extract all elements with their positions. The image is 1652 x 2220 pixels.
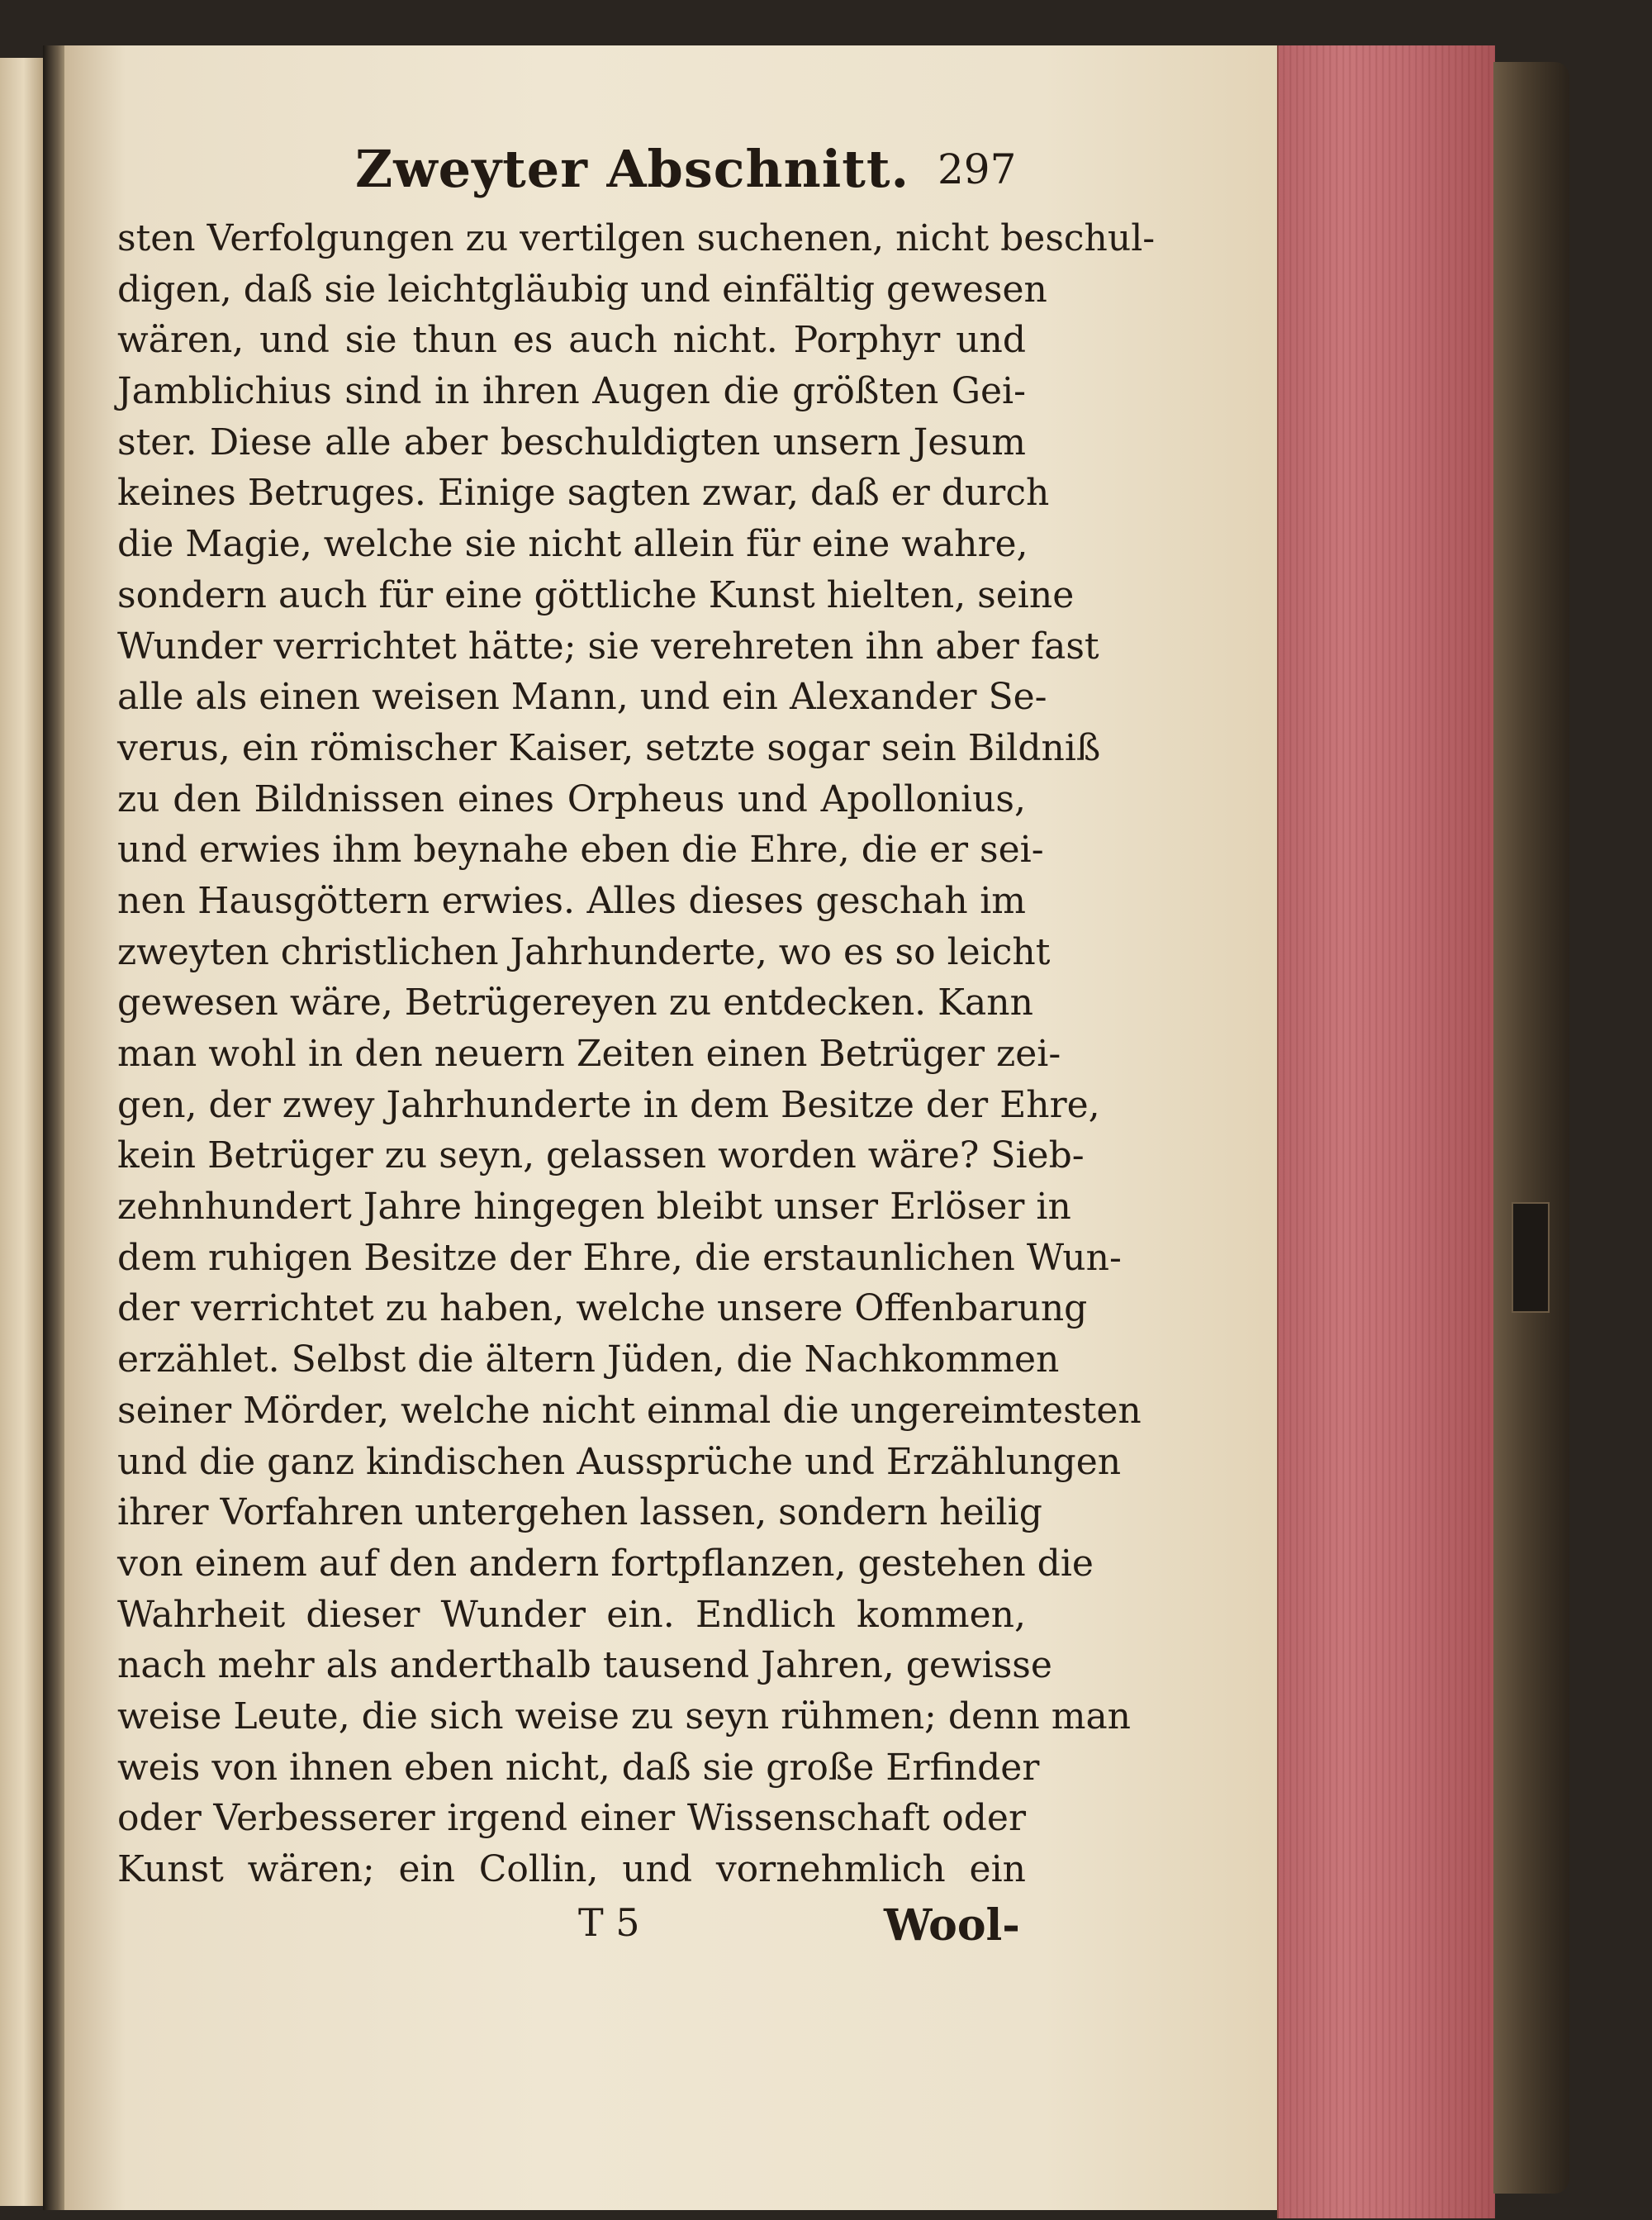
text-line: erzählet. Selbst die ältern Jüden, die Nachkommen <box>117 1338 1060 1381</box>
text-line: wären, und sie thun es auch nicht. Porphyr und <box>117 319 1026 362</box>
text-line: nach mehr als anderthalb tausend Jahren, gewisse <box>117 1644 1052 1687</box>
text-line: von einem auf den andern fortpflanzen, gestehen die <box>117 1542 1094 1585</box>
red-page-edges <box>1277 45 1495 2218</box>
text-line: alle als einen weisen Mann, und ein Alexander Se- <box>117 676 1047 719</box>
text-line: sondern auch für eine göttliche Kunst hielten, seine <box>117 573 1075 616</box>
previous-page-edge <box>0 58 45 2206</box>
text-line: und erwies ihm beynahe eben die Ehre, die er sei- <box>117 829 1044 872</box>
text-line: man wohl in den neuern Zeiten einen Betrüger zei- <box>117 1033 1061 1075</box>
text-line: Wahrheit dieser Wunder ein. Endlich kommen, <box>117 1593 1026 1636</box>
cover-clasp <box>1512 1202 1550 1313</box>
text-line: oder Verbesserer irgend einer Wissenschaft oder <box>117 1797 1026 1840</box>
text-line: nen Hausgöttern erwies. Alles dieses geschah im <box>117 879 1026 922</box>
text-line: und die ganz kindischen Aussprüche und Erzählungen <box>117 1440 1122 1483</box>
text-line: ster. Diese alle aber beschuldigten unsern Jesum <box>117 421 1026 463</box>
text-line: keines Betruges. Einige sagten zwar, daß er durch <box>117 472 1050 515</box>
text-line: verus, ein römischer Kaiser, setzte sogar sein Bildniß <box>117 726 1101 769</box>
text-line: weis von ihnen eben nicht, daß sie große Erfinder <box>117 1746 1040 1789</box>
text-line: ihrer Vorfahren untergehen lassen, sondern heilig <box>117 1491 1042 1534</box>
page-number: 297 <box>938 145 1017 193</box>
text-line: kein Betrüger zu seyn, gelassen worden wäre? Sieb- <box>117 1134 1085 1177</box>
text-line: gewesen wäre, Betrügereyen zu entdecken. Kann <box>117 982 1033 1024</box>
signature-mark: T 5 <box>578 1900 640 1945</box>
text-line: seiner Mörder, welche nicht einmal die ungereimtesten <box>117 1389 1142 1432</box>
text-line: der verrichtet zu haben, welche unsere Offenbarung <box>117 1287 1088 1330</box>
text-line: Kunst wären; ein Collin, und vornehmlich ein <box>117 1848 1026 1890</box>
text-line: gen, der zwey Jahrhunderte in dem Besitze der Ehre, <box>117 1083 1100 1126</box>
text-line: sten Verfolgungen zu vertilgen suchenen, nicht beschul- <box>117 217 1156 259</box>
text-line: Wunder verrichtet hätte; sie verehreten ihn aber fast <box>117 625 1099 668</box>
book-binding <box>1493 62 1569 2194</box>
text-line: zu den Bildnissen eines Orpheus und Apollonius, <box>117 777 1026 820</box>
catchword: Wool- <box>884 1900 1020 1951</box>
text-line: die Magie, welche sie nicht allein für eine wahre, <box>117 523 1028 566</box>
text-line: zweyten christlichen Jahrhunderte, wo es so leicht <box>117 930 1051 973</box>
running-title: Zweyter Abschnitt. <box>355 139 910 199</box>
text-line: dem ruhigen Besitze der Ehre, die erstaunlichen Wun- <box>117 1236 1122 1279</box>
text-line: Jamblichius sind in ihren Augen die größten Gei- <box>117 370 1026 413</box>
text-line: weise Leute, die sich weise zu seyn rühmen; denn man <box>117 1695 1132 1737</box>
text-line: zehnhundert Jahre hingegen bleibt unser Erlöser in <box>117 1186 1071 1229</box>
text-line: digen, daß sie leichtgläubig und einfältig gewesen <box>117 268 1047 311</box>
body-text <box>117 213 1156 1895</box>
